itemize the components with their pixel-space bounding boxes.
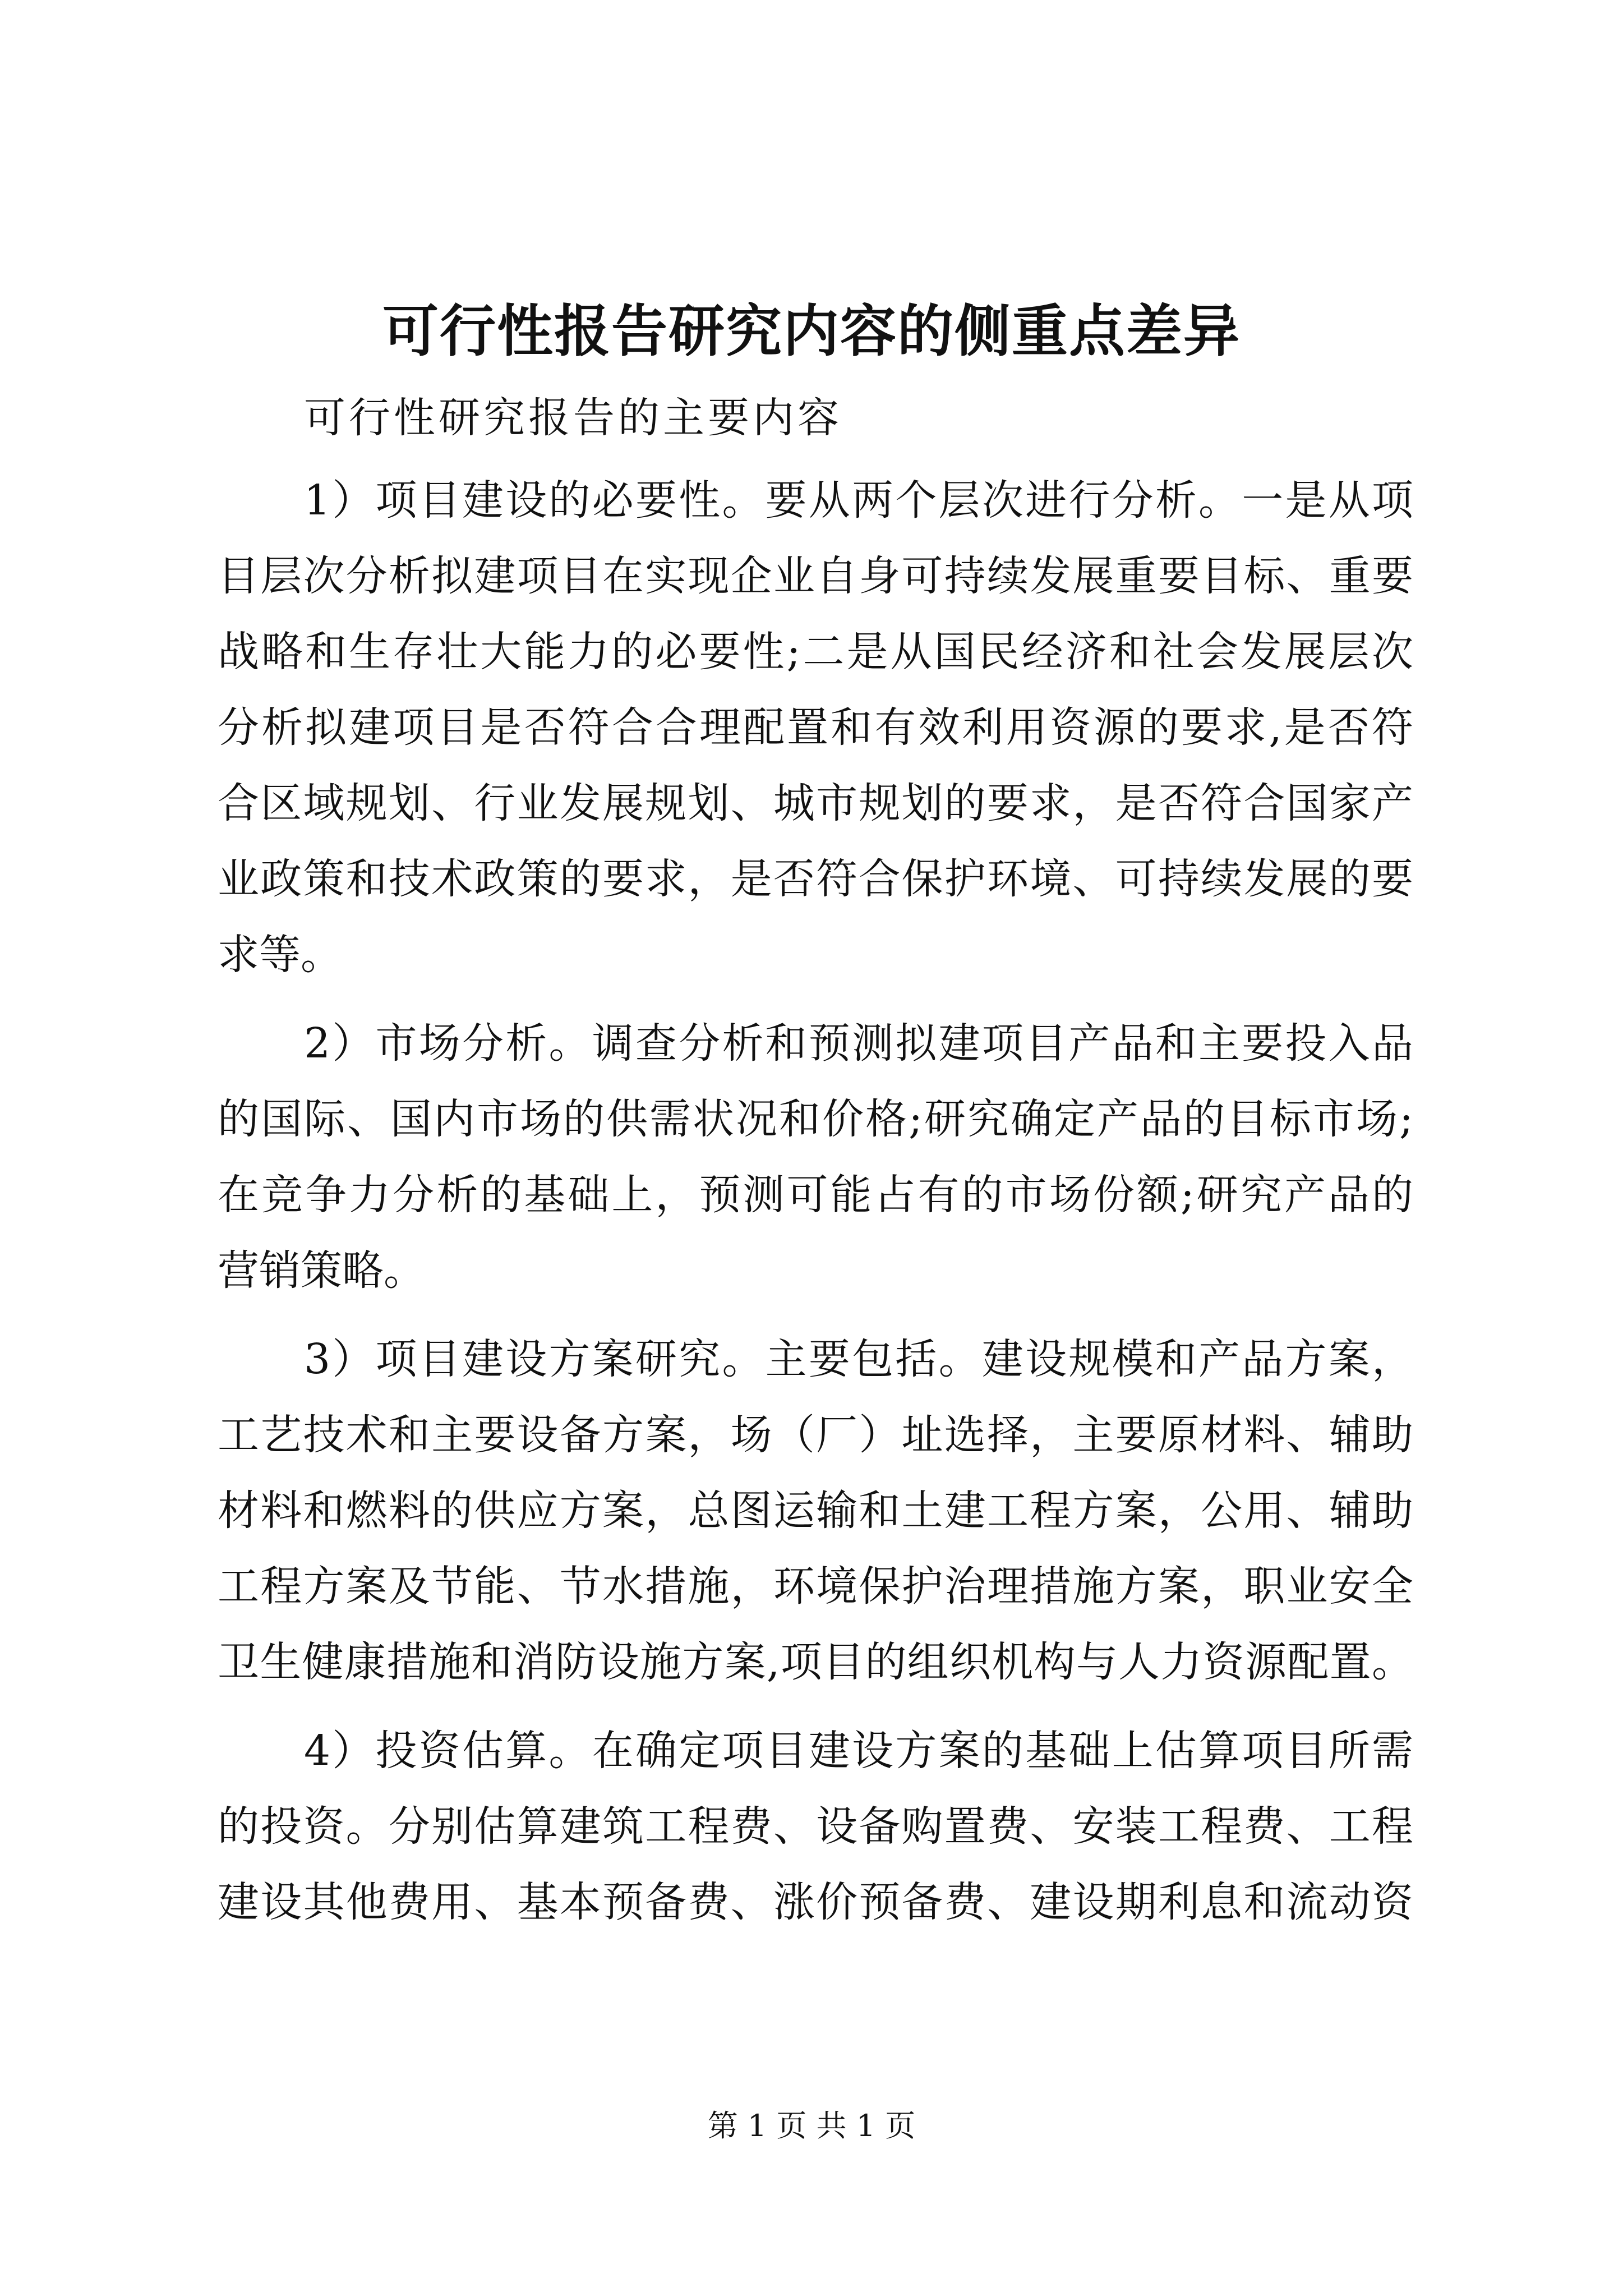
page-number-footer: 第 1 页 共 1 页	[707, 2108, 916, 2143]
text-line: 目层次分析拟建项目在实现企业自身可持续发展重要目标、重要	[218, 552, 1413, 600]
text-line: 工艺技术和主要设备方案，场（厂）址选择，主要原材料、辅助	[218, 1411, 1413, 1459]
text-line: 营销策略。	[218, 1246, 425, 1295]
text-line: 战略和生存壮大能力的必要性;二是从国民经济和社会发展层次	[218, 628, 1413, 676]
text-line: 的投资。分别估算建筑工程费、设备购置费、安装工程费、工程	[218, 1802, 1413, 1851]
text-line: 卫生健康措施和消防设施方案,项目的组织机构与人力资源配置。	[218, 1638, 1413, 1686]
text-line: 3）项目建设方案研究。主要包括。建设规模和产品方案，	[304, 1335, 1413, 1383]
text-line: 在竞争力分析的基础上，预测可能占有的市场份额;研究产品的	[218, 1171, 1413, 1219]
section-heading: 可行性研究报告的主要内容	[304, 394, 842, 442]
text-line: 4）投资估算。在确定项目建设方案的基础上估算项目所需	[304, 1727, 1413, 1775]
text-line: 2）市场分析。调查分析和预测拟建项目产品和主要投入品	[304, 1019, 1413, 1068]
text-line: 业政策和技术政策的要求，是否符合保护环境、可持续发展的要	[218, 855, 1413, 903]
text-line: 材料和燃料的供应方案，总图运输和土建工程方案，公用、辅助	[218, 1487, 1413, 1535]
text-line: 1）项目建设的必要性。要从两个层次进行分析。一是从项	[304, 476, 1413, 524]
text-line: 工程方案及节能、节水措施，环境保护治理措施方案，职业安全	[218, 1562, 1413, 1611]
page-title: 可行性报告研究内容的侧重点差异	[382, 298, 1241, 364]
text-line: 的国际、国内市场的供需状况和价格;研究确定产品的目标市场;	[218, 1095, 1413, 1143]
text-line: 建设其他费用、基本预备费、涨价预备费、建设期利息和流动资	[218, 1878, 1413, 1926]
text-line: 合区域规划、行业发展规划、城市规划的要求，是否符合国家产	[218, 779, 1413, 827]
text-line: 求等。	[218, 931, 342, 979]
text-line: 分析拟建项目是否符合合理配置和有效利用资源的要求,是否符	[218, 703, 1413, 752]
